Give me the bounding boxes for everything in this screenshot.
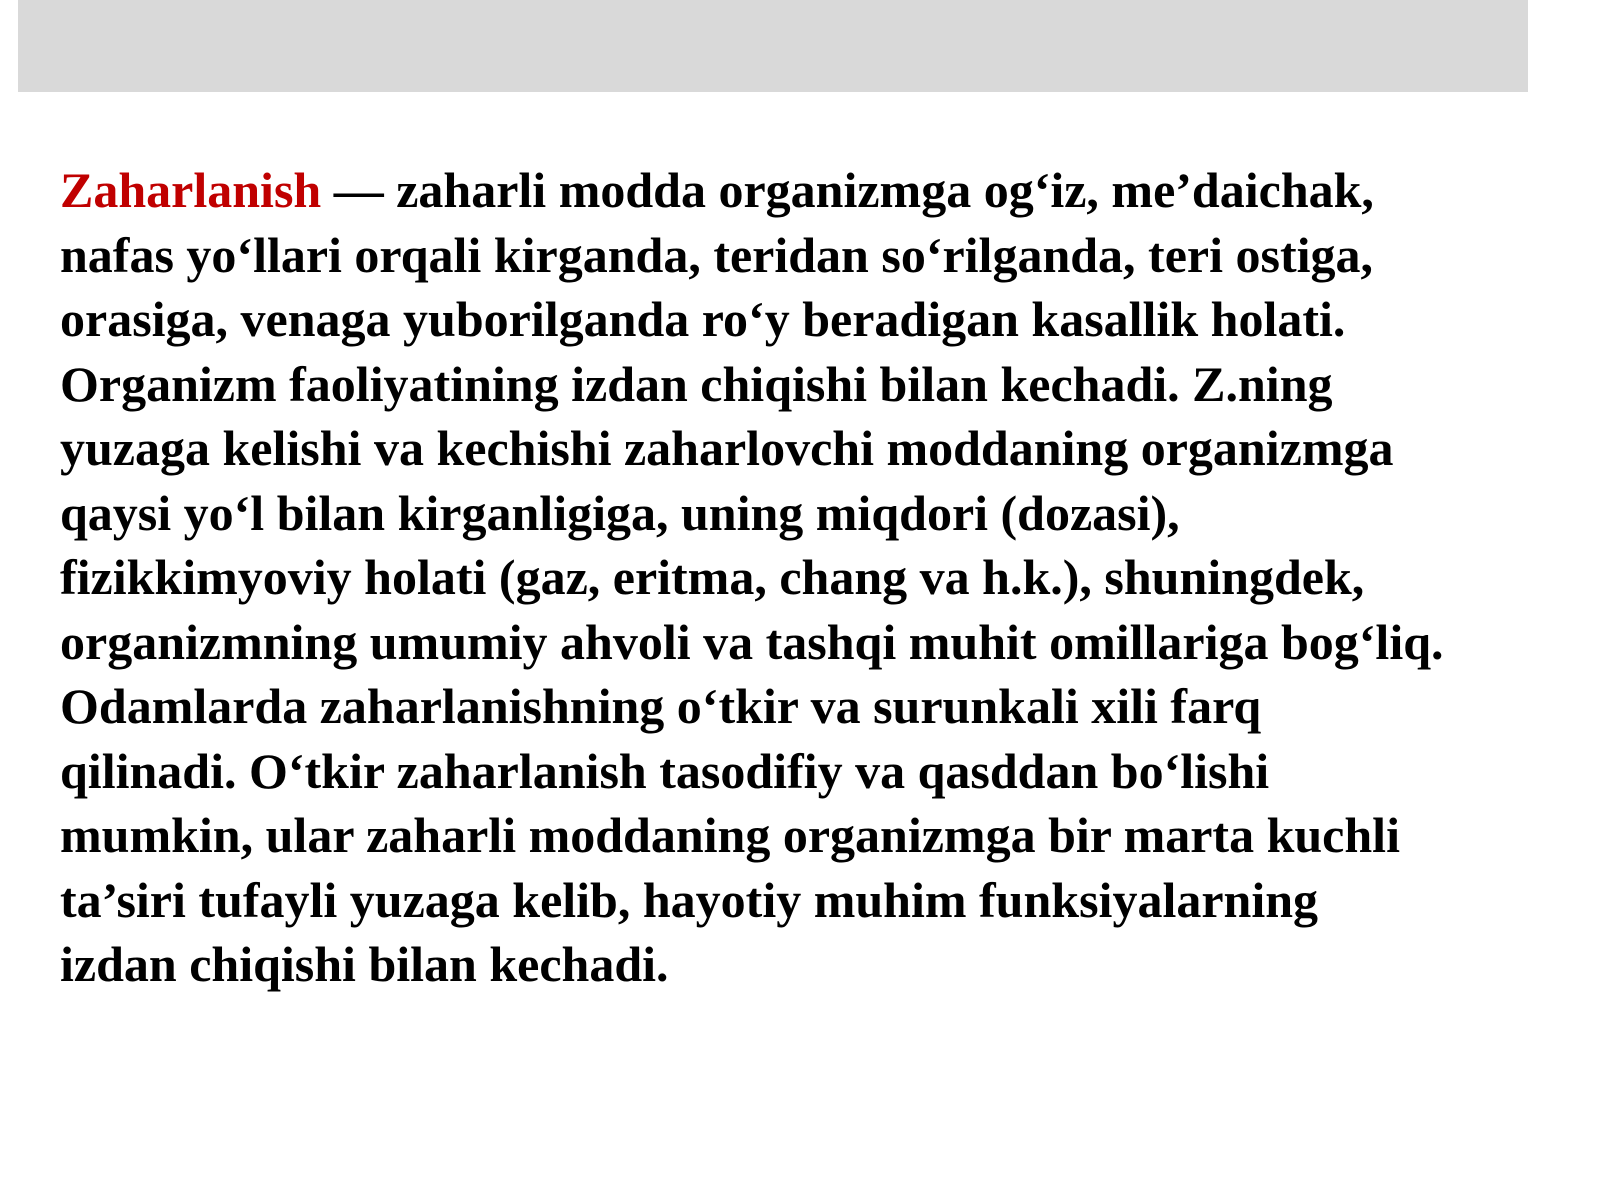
text-line-12: ta’siri tufayli yuzaga kelib, hayotiy muhim funksiyalarning	[60, 871, 1319, 928]
text-line-9: Odamlarda zaharlanishning o‘tkir va surunkali xili farq	[60, 678, 1262, 734]
text-line-1-rest: — zaharli modda organizmga og‘iz, me’daichak,	[321, 162, 1374, 218]
text-line-7: fizikkimyoviy holati (gaz, eritma, chang va h.k.), shuningdek,	[60, 549, 1365, 605]
text-line-5: yuzaga kelishi va kechishi zaharlovchi moddaning organizmga	[60, 420, 1394, 476]
definition-text	[60, 158, 1555, 997]
text-line-2: nafas yo‘llari orqali kirganda, teridan so‘rilganda, teri ostiga,	[60, 226, 1373, 283]
text-line-8: organizmning umumiy ahvoli va tashqi muhit omillariga bog‘liq.	[60, 613, 1444, 670]
text-line-4: Organizm faoliyatining izdan chiqishi bilan kechadi. Z.ning	[60, 355, 1333, 412]
header-bar	[18, 0, 1528, 92]
highlighted-term: Zaharlanish	[60, 162, 322, 218]
text-line-10: qilinadi. O‘tkir zaharlanish tasodifiy va qasddan bo‘lishi	[60, 742, 1270, 799]
text-line-1	[60, 158, 1555, 223]
text-line-3: orasiga, venaga yuborilganda ro‘y beradigan kasallik holati.	[60, 291, 1346, 347]
text-line-13: izdan chiqishi bilan kechadi.	[60, 936, 669, 992]
text-line-6: qaysi yo‘l bilan kirganligiga, uning miqdori (dozasi),	[60, 484, 1180, 541]
text-line-11: mumkin, ular zaharli moddaning organizmga bir marta kuchli	[60, 807, 1400, 863]
